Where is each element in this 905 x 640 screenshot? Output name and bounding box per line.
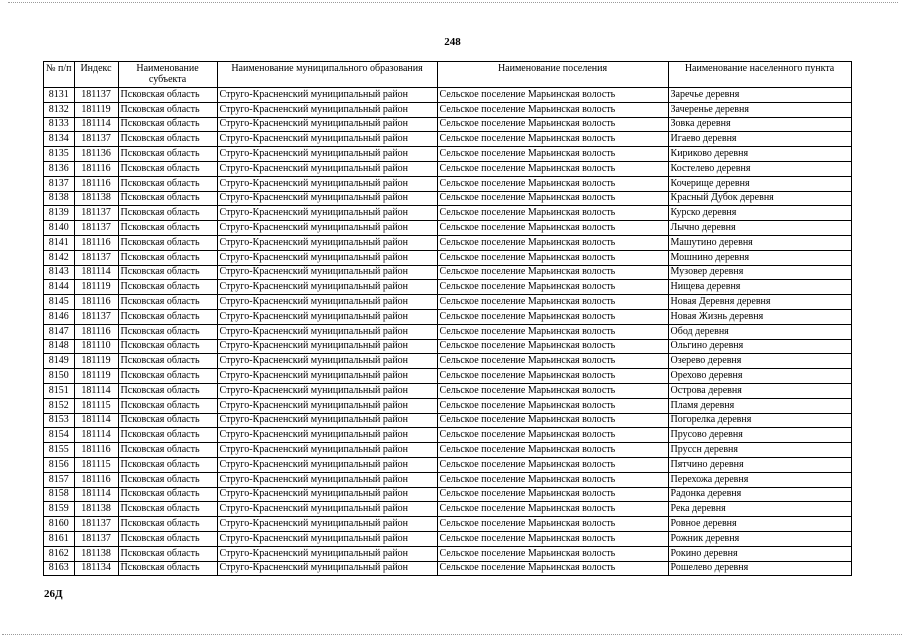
cell-municipality: Струго-Красненский муниципальный район bbox=[217, 235, 437, 250]
header-locality: Наименование населенного пункта bbox=[668, 62, 851, 88]
table-row bbox=[44, 443, 852, 458]
cell-index: 181134 bbox=[74, 561, 118, 576]
cell-settlement: Сельское поселение Марьинская волость bbox=[437, 117, 668, 132]
cell-num: 8137 bbox=[44, 176, 75, 191]
cell-subject: Псковская область bbox=[118, 280, 217, 295]
cell-num: 8134 bbox=[44, 132, 75, 147]
table-row bbox=[44, 250, 852, 265]
cell-subject: Псковская область bbox=[118, 383, 217, 398]
cell-locality: Река деревня bbox=[668, 502, 851, 517]
cell-settlement: Сельское поселение Марьинская волость bbox=[437, 250, 668, 265]
cell-municipality: Струго-Красненский муниципальный район bbox=[217, 280, 437, 295]
table-row bbox=[44, 531, 852, 546]
table-row bbox=[44, 546, 852, 561]
cell-locality: Игаево деревня bbox=[668, 132, 851, 147]
cell-index: 181136 bbox=[74, 147, 118, 162]
table-body bbox=[44, 88, 852, 576]
cell-locality: Курско деревня bbox=[668, 206, 851, 221]
cell-locality: Озерево деревня bbox=[668, 354, 851, 369]
cell-num: 8151 bbox=[44, 383, 75, 398]
cell-locality: Пруссн деревня bbox=[668, 443, 851, 458]
cell-municipality: Струго-Красненский муниципальный район bbox=[217, 295, 437, 310]
cell-num: 8161 bbox=[44, 531, 75, 546]
cell-settlement: Сельское поселение Марьинская волость bbox=[437, 413, 668, 428]
cell-num: 8141 bbox=[44, 235, 75, 250]
table-row bbox=[44, 517, 852, 532]
cell-subject: Псковская область bbox=[118, 561, 217, 576]
cell-municipality: Струго-Красненский муниципальный район bbox=[217, 339, 437, 354]
cell-subject: Псковская область bbox=[118, 354, 217, 369]
table-row bbox=[44, 117, 852, 132]
cell-locality: Острова деревня bbox=[668, 383, 851, 398]
cell-subject: Псковская область bbox=[118, 117, 217, 132]
cell-num: 8136 bbox=[44, 161, 75, 176]
table-row bbox=[44, 102, 852, 117]
cell-settlement: Сельское поселение Марьинская волость bbox=[437, 339, 668, 354]
cell-subject: Псковская область bbox=[118, 369, 217, 384]
cell-municipality: Струго-Красненский муниципальный район bbox=[217, 324, 437, 339]
cell-municipality: Струго-Красненский муниципальный район bbox=[217, 88, 437, 103]
cell-settlement: Сельское поселение Марьинская волость bbox=[437, 280, 668, 295]
cell-settlement: Сельское поселение Марьинская волость bbox=[437, 517, 668, 532]
cell-settlement: Сельское поселение Марьинская волость bbox=[437, 102, 668, 117]
cell-settlement: Сельское поселение Марьинская волость bbox=[437, 457, 668, 472]
table-header-row bbox=[44, 62, 852, 88]
cell-num: 8162 bbox=[44, 546, 75, 561]
cell-subject: Псковская область bbox=[118, 309, 217, 324]
cell-num: 8152 bbox=[44, 398, 75, 413]
cell-num: 8133 bbox=[44, 117, 75, 132]
cell-settlement: Сельское поселение Марьинская волость bbox=[437, 88, 668, 103]
cell-locality: Зовка деревня bbox=[668, 117, 851, 132]
cell-municipality: Струго-Красненский муниципальный район bbox=[217, 132, 437, 147]
footer-code: 26Д bbox=[44, 588, 63, 600]
cell-settlement: Сельское поселение Марьинская волость bbox=[437, 176, 668, 191]
cell-num: 8135 bbox=[44, 147, 75, 162]
table-row bbox=[44, 398, 852, 413]
cell-municipality: Струго-Красненский муниципальный район bbox=[217, 354, 437, 369]
cell-subject: Псковская область bbox=[118, 132, 217, 147]
cell-settlement: Сельское поселение Марьинская волость bbox=[437, 398, 668, 413]
cell-index: 181110 bbox=[74, 339, 118, 354]
cell-locality: Погорелка деревня bbox=[668, 413, 851, 428]
cell-settlement: Сельское поселение Марьинская волость bbox=[437, 369, 668, 384]
table-row bbox=[44, 472, 852, 487]
table-row bbox=[44, 176, 852, 191]
cell-locality: Рошелево деревня bbox=[668, 561, 851, 576]
cell-locality: Зачеренье деревня bbox=[668, 102, 851, 117]
cell-index: 181119 bbox=[74, 354, 118, 369]
cell-locality: Рокино деревня bbox=[668, 546, 851, 561]
cell-locality: Прусово деревня bbox=[668, 428, 851, 443]
cell-locality: Обод деревня bbox=[668, 324, 851, 339]
table-row bbox=[44, 191, 852, 206]
cell-index: 181138 bbox=[74, 191, 118, 206]
cell-index: 181137 bbox=[74, 250, 118, 265]
cell-subject: Псковская область bbox=[118, 472, 217, 487]
table-row bbox=[44, 161, 852, 176]
table-row bbox=[44, 221, 852, 236]
cell-index: 181116 bbox=[74, 235, 118, 250]
table-row bbox=[44, 354, 852, 369]
cell-index: 181114 bbox=[74, 428, 118, 443]
cell-num: 8132 bbox=[44, 102, 75, 117]
cell-index: 181114 bbox=[74, 265, 118, 280]
cell-municipality: Струго-Красненский муниципальный район bbox=[217, 561, 437, 576]
cell-num: 8138 bbox=[44, 191, 75, 206]
scan-edge-top bbox=[8, 2, 898, 3]
cell-municipality: Струго-Красненский муниципальный район bbox=[217, 531, 437, 546]
cell-municipality: Струго-Красненский муниципальный район bbox=[217, 250, 437, 265]
cell-settlement: Сельское поселение Марьинская волость bbox=[437, 472, 668, 487]
cell-settlement: Сельское поселение Марьинская волость bbox=[437, 206, 668, 221]
cell-settlement: Сельское поселение Марьинская волость bbox=[437, 443, 668, 458]
cell-num: 8154 bbox=[44, 428, 75, 443]
cell-settlement: Сельское поселение Марьинская волость bbox=[437, 161, 668, 176]
table-row bbox=[44, 309, 852, 324]
cell-municipality: Струго-Красненский муниципальный район bbox=[217, 206, 437, 221]
cell-settlement: Сельское поселение Марьинская волость bbox=[437, 235, 668, 250]
cell-index: 181116 bbox=[74, 324, 118, 339]
cell-settlement: Сельское поселение Марьинская волость bbox=[437, 221, 668, 236]
cell-settlement: Сельское поселение Марьинская волость bbox=[437, 354, 668, 369]
cell-municipality: Струго-Красненский муниципальный район bbox=[217, 176, 437, 191]
cell-locality: Перехожа деревня bbox=[668, 472, 851, 487]
cell-municipality: Струго-Красненский муниципальный район bbox=[217, 517, 437, 532]
cell-locality: Нищева деревня bbox=[668, 280, 851, 295]
table-row bbox=[44, 561, 852, 576]
cell-num: 8157 bbox=[44, 472, 75, 487]
table-row bbox=[44, 280, 852, 295]
cell-settlement: Сельское поселение Марьинская волость bbox=[437, 295, 668, 310]
table-row bbox=[44, 265, 852, 280]
cell-index: 181116 bbox=[74, 472, 118, 487]
cell-settlement: Сельское поселение Марьинская волость bbox=[437, 147, 668, 162]
cell-num: 8159 bbox=[44, 502, 75, 517]
cell-index: 181114 bbox=[74, 413, 118, 428]
cell-municipality: Струго-Красненский муниципальный район bbox=[217, 221, 437, 236]
table-row bbox=[44, 413, 852, 428]
header-index: Индекс bbox=[74, 62, 118, 88]
cell-subject: Псковская область bbox=[118, 487, 217, 502]
locality-table bbox=[43, 61, 852, 576]
cell-index: 181119 bbox=[74, 280, 118, 295]
cell-locality: Кириково деревня bbox=[668, 147, 851, 162]
cell-num: 8140 bbox=[44, 221, 75, 236]
table-row bbox=[44, 235, 852, 250]
cell-municipality: Струго-Красненский муниципальный район bbox=[217, 428, 437, 443]
cell-index: 181137 bbox=[74, 517, 118, 532]
cell-num: 8145 bbox=[44, 295, 75, 310]
cell-index: 181119 bbox=[74, 102, 118, 117]
cell-index: 181115 bbox=[74, 398, 118, 413]
cell-num: 8131 bbox=[44, 88, 75, 103]
cell-num: 8149 bbox=[44, 354, 75, 369]
cell-subject: Псковская область bbox=[118, 265, 217, 280]
cell-subject: Псковская область bbox=[118, 428, 217, 443]
cell-settlement: Сельское поселение Марьинская волость bbox=[437, 324, 668, 339]
cell-index: 181116 bbox=[74, 295, 118, 310]
cell-index: 181116 bbox=[74, 161, 118, 176]
cell-num: 8147 bbox=[44, 324, 75, 339]
cell-settlement: Сельское поселение Марьинская волость bbox=[437, 487, 668, 502]
cell-locality: Радонка деревня bbox=[668, 487, 851, 502]
table-row bbox=[44, 428, 852, 443]
cell-subject: Псковская область bbox=[118, 413, 217, 428]
cell-subject: Псковская область bbox=[118, 147, 217, 162]
cell-locality: Мошнино деревня bbox=[668, 250, 851, 265]
cell-locality: Красный Дубок деревня bbox=[668, 191, 851, 206]
cell-settlement: Сельское поселение Марьинская волость bbox=[437, 191, 668, 206]
cell-subject: Псковская область bbox=[118, 398, 217, 413]
table-row bbox=[44, 369, 852, 384]
cell-municipality: Струго-Красненский муниципальный район bbox=[217, 383, 437, 398]
cell-municipality: Струго-Красненский муниципальный район bbox=[217, 398, 437, 413]
cell-index: 181137 bbox=[74, 132, 118, 147]
cell-municipality: Струго-Красненский муниципальный район bbox=[217, 161, 437, 176]
cell-locality: Заречье деревня bbox=[668, 88, 851, 103]
table-row bbox=[44, 147, 852, 162]
cell-num: 8146 bbox=[44, 309, 75, 324]
cell-index: 181114 bbox=[74, 383, 118, 398]
cell-locality: Пятчино деревня bbox=[668, 457, 851, 472]
cell-subject: Псковская область bbox=[118, 517, 217, 532]
cell-index: 181137 bbox=[74, 88, 118, 103]
cell-num: 8139 bbox=[44, 206, 75, 221]
cell-subject: Псковская область bbox=[118, 161, 217, 176]
cell-subject: Псковская область bbox=[118, 176, 217, 191]
cell-subject: Псковская область bbox=[118, 206, 217, 221]
cell-settlement: Сельское поселение Марьинская волость bbox=[437, 531, 668, 546]
table-row bbox=[44, 487, 852, 502]
cell-locality: Лычно деревня bbox=[668, 221, 851, 236]
cell-municipality: Струго-Красненский муниципальный район bbox=[217, 117, 437, 132]
cell-num: 8143 bbox=[44, 265, 75, 280]
cell-index: 181137 bbox=[74, 221, 118, 236]
cell-municipality: Струго-Красненский муниципальный район bbox=[217, 413, 437, 428]
cell-municipality: Струго-Красненский муниципальный район bbox=[217, 457, 437, 472]
cell-subject: Псковская область bbox=[118, 295, 217, 310]
cell-num: 8150 bbox=[44, 369, 75, 384]
cell-num: 8156 bbox=[44, 457, 75, 472]
cell-municipality: Струго-Красненский муниципальный район bbox=[217, 265, 437, 280]
cell-locality: Новая Жизнь деревня bbox=[668, 309, 851, 324]
cell-settlement: Сельское поселение Марьинская волость bbox=[437, 383, 668, 398]
table-row bbox=[44, 383, 852, 398]
cell-municipality: Струго-Красненский муниципальный район bbox=[217, 472, 437, 487]
cell-num: 8142 bbox=[44, 250, 75, 265]
cell-settlement: Сельское поселение Марьинская волость bbox=[437, 132, 668, 147]
cell-settlement: Сельское поселение Марьинская волость bbox=[437, 428, 668, 443]
cell-subject: Псковская область bbox=[118, 502, 217, 517]
cell-index: 181119 bbox=[74, 369, 118, 384]
table-row bbox=[44, 88, 852, 103]
cell-subject: Псковская область bbox=[118, 531, 217, 546]
cell-settlement: Сельское поселение Марьинская волость bbox=[437, 561, 668, 576]
header-num: № п/п bbox=[44, 62, 75, 88]
header-municipality: Наименование муниципального образования bbox=[217, 62, 437, 88]
header-settlement: Наименование поселения bbox=[437, 62, 668, 88]
cell-locality: Рожник деревня bbox=[668, 531, 851, 546]
cell-index: 181138 bbox=[74, 546, 118, 561]
cell-index: 181116 bbox=[74, 176, 118, 191]
table-row bbox=[44, 295, 852, 310]
cell-subject: Псковская область bbox=[118, 443, 217, 458]
table-row bbox=[44, 206, 852, 221]
cell-municipality: Струго-Красненский муниципальный район bbox=[217, 487, 437, 502]
cell-municipality: Струго-Красненский муниципальный район bbox=[217, 102, 437, 117]
cell-subject: Псковская область bbox=[118, 457, 217, 472]
cell-locality: Ольгино деревня bbox=[668, 339, 851, 354]
cell-index: 181138 bbox=[74, 502, 118, 517]
cell-municipality: Струго-Красненский муниципальный район bbox=[217, 369, 437, 384]
cell-settlement: Сельское поселение Марьинская волость bbox=[437, 265, 668, 280]
cell-settlement: Сельское поселение Марьинская волость bbox=[437, 502, 668, 517]
cell-municipality: Струго-Красненский муниципальный район bbox=[217, 443, 437, 458]
cell-index: 181114 bbox=[74, 117, 118, 132]
cell-settlement: Сельское поселение Марьинская волость bbox=[437, 546, 668, 561]
cell-index: 181137 bbox=[74, 531, 118, 546]
cell-municipality: Струго-Красненский муниципальный район bbox=[217, 546, 437, 561]
cell-index: 181137 bbox=[74, 309, 118, 324]
cell-settlement: Сельское поселение Марьинская волость bbox=[437, 309, 668, 324]
table-row bbox=[44, 324, 852, 339]
cell-locality: Пламя деревня bbox=[668, 398, 851, 413]
cell-municipality: Струго-Красненский муниципальный район bbox=[217, 309, 437, 324]
table-row bbox=[44, 502, 852, 517]
cell-locality: Орехово деревня bbox=[668, 369, 851, 384]
table-row bbox=[44, 457, 852, 472]
cell-subject: Псковская область bbox=[118, 546, 217, 561]
table-row bbox=[44, 339, 852, 354]
cell-index: 181116 bbox=[74, 443, 118, 458]
cell-num: 8144 bbox=[44, 280, 75, 295]
cell-index: 181115 bbox=[74, 457, 118, 472]
cell-num: 8153 bbox=[44, 413, 75, 428]
cell-num: 8163 bbox=[44, 561, 75, 576]
cell-municipality: Струго-Красненский муниципальный район bbox=[217, 191, 437, 206]
cell-municipality: Струго-Красненский муниципальный район bbox=[217, 502, 437, 517]
cell-locality: Машутино деревня bbox=[668, 235, 851, 250]
cell-municipality: Струго-Красненский муниципальный район bbox=[217, 147, 437, 162]
cell-subject: Псковская область bbox=[118, 102, 217, 117]
cell-num: 8155 bbox=[44, 443, 75, 458]
header-subject: Наименование субъекта bbox=[118, 62, 217, 88]
cell-subject: Псковская область bbox=[118, 191, 217, 206]
cell-num: 8158 bbox=[44, 487, 75, 502]
cell-num: 8160 bbox=[44, 517, 75, 532]
cell-subject: Псковская область bbox=[118, 250, 217, 265]
table-row bbox=[44, 132, 852, 147]
cell-subject: Псковская область bbox=[118, 221, 217, 236]
cell-subject: Псковская область bbox=[118, 88, 217, 103]
cell-subject: Псковская область bbox=[118, 339, 217, 354]
cell-locality: Новая Деревня деревня bbox=[668, 295, 851, 310]
cell-num: 8148 bbox=[44, 339, 75, 354]
cell-locality: Ровное деревня bbox=[668, 517, 851, 532]
cell-subject: Псковская область bbox=[118, 324, 217, 339]
cell-locality: Музовер деревня bbox=[668, 265, 851, 280]
cell-subject: Псковская область bbox=[118, 235, 217, 250]
cell-locality: Костелево деревня bbox=[668, 161, 851, 176]
cell-locality: Кочерище деревня bbox=[668, 176, 851, 191]
scan-edge-bottom bbox=[2, 634, 902, 635]
cell-index: 181137 bbox=[74, 206, 118, 221]
page-number: 248 bbox=[444, 36, 461, 48]
cell-index: 181114 bbox=[74, 487, 118, 502]
